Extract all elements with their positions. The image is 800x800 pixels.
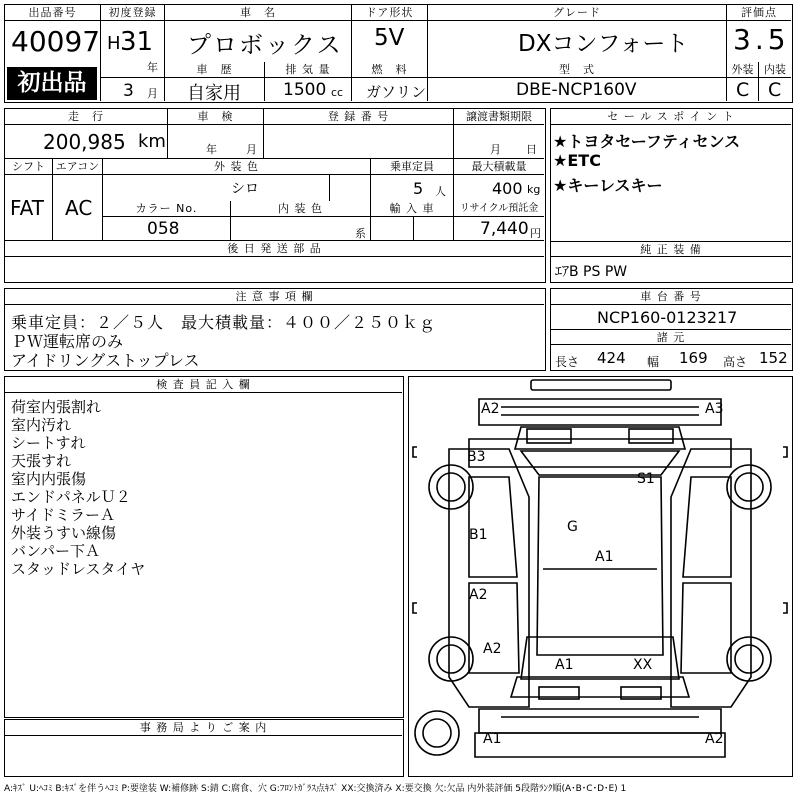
import-cell <box>371 201 454 241</box>
inspector-line-1: 荷室内張割れ <box>11 398 102 416</box>
mark-left-fender: B3 <box>467 449 486 465</box>
selling-point-3: ★キーレスキー <box>553 176 663 195</box>
max-load-cell <box>454 159 544 201</box>
bracket-right-top <box>783 447 787 457</box>
length-label: 長さ <box>555 355 580 369</box>
width-label: 幅 <box>647 355 660 369</box>
legend-footer: A:ｷｽﾞ U:ﾍｺﾐ B:ｷｽﾞを伴うﾍｺﾐ P:要塗装 W:補修跡 S:錆 C:腐食、穴 G:ﾌﾛﾝﾄｶﾞﾗｽ点ｷｽﾞ XX:交換済み X:要交換 欠:欠品 内外装評価 5段階ﾗﾝｸ順(A･B･C･D･E) 1 <box>4 784 627 794</box>
inspector-label: 検 査 員 記 入 欄 <box>5 377 402 393</box>
capacity-unit: 人 <box>435 185 446 198</box>
height-label: 高さ <box>723 355 748 369</box>
tailgate <box>511 677 689 697</box>
displacement-unit: cc <box>331 86 344 99</box>
front-bumper <box>479 399 724 425</box>
history-value: 自家用 <box>187 83 241 104</box>
inspector-line-4: 天張すれ <box>11 452 72 470</box>
equipment-value: ｴｱB PS PW <box>555 264 628 280</box>
right-front-door <box>683 477 731 577</box>
office-label: 事 務 局 よ り ご 案 内 <box>5 720 402 736</box>
color-no-label: カラー No. <box>103 201 230 217</box>
score-cell <box>727 5 791 62</box>
max-load-unit: kg <box>527 183 541 196</box>
later-parts-label: 後 日 発 送 部 品 <box>5 241 544 257</box>
displacement-label: 排 気 量 <box>265 62 351 78</box>
grade-value: DXコンフォート <box>518 31 689 57</box>
lot-label: 出品番号 <box>5 5 100 21</box>
exterior-color-label: 外 装 色 <box>103 159 370 175</box>
right-rear-door <box>681 583 731 673</box>
reg-divider <box>101 77 165 78</box>
month-unit: 月 <box>147 87 158 100</box>
office-box <box>4 719 404 777</box>
notes-line-2: ＰＷ運転席のみ <box>11 332 124 351</box>
bracket-right-bottom <box>783 603 787 613</box>
mark-windshield: G <box>567 519 578 535</box>
wheel-rear-right <box>727 637 771 681</box>
capacity-value: 5 <box>413 179 424 198</box>
equipment-label: 純 正 装 備 <box>551 241 791 257</box>
recycle-value: 7,440 <box>480 219 529 239</box>
car-diagram <box>409 377 791 775</box>
int-grade-label: 内装 <box>759 62 791 78</box>
import-label: 輸 入 車 <box>371 201 453 217</box>
mark-tailgate: A1 <box>555 657 574 673</box>
chassis-box <box>550 288 793 371</box>
mark-front-left-bumper: A2 <box>481 401 500 417</box>
mark-left-rear-door: A2 <box>469 587 488 603</box>
wheel-rear-left-inner <box>437 645 465 673</box>
ac-label: エアコン <box>53 159 102 175</box>
exterior-color-cell <box>103 159 371 201</box>
door-value: 5V <box>374 25 405 51</box>
mark-roof: S1 <box>637 471 655 487</box>
model-cell <box>428 62 727 101</box>
width-value: 169 <box>679 349 708 367</box>
inspector-line-2: 室内汚れ <box>11 416 72 434</box>
ext-grade-cell <box>727 62 759 101</box>
bracket-left-top <box>413 447 417 457</box>
mark-front-right-bumper: A3 <box>705 401 724 417</box>
mileage-value: 200,985 <box>43 130 126 154</box>
bracket-left-bottom <box>413 603 417 613</box>
wheel-rear-right-inner <box>735 645 763 673</box>
exterior-color-sub <box>329 175 330 201</box>
color-no-value: 058 <box>147 219 180 239</box>
hood-panel <box>515 427 685 449</box>
inspector-line-6: エンドパネルＵ２ <box>11 488 131 506</box>
headlight-left <box>527 429 571 443</box>
notes-line-3: アイドリングストップレス <box>11 351 200 370</box>
transfer-cell <box>454 109 544 159</box>
displacement-value: 1500 <box>283 80 327 100</box>
selling-points-box <box>550 108 793 283</box>
mileage-unit: km <box>138 131 166 152</box>
lot-number: 40097 <box>11 25 101 58</box>
spare-wheel-inner <box>423 719 451 747</box>
inspector-line-3: シートすれ <box>11 434 86 452</box>
grade-label: グレード <box>428 5 726 21</box>
rear-window <box>521 637 679 679</box>
mark-rear-bumper-left: A1 <box>483 731 502 747</box>
transfer-month-unit: 月 <box>490 143 501 156</box>
first-listing-badge: 初出品 <box>7 67 97 100</box>
header-box <box>4 4 793 103</box>
model-value: DBE-NCP160V <box>516 80 637 100</box>
inspector-line-7: サイドミラーＡ <box>11 506 115 524</box>
inspection-label: 車 検 <box>168 109 263 125</box>
ext-grade-label: 外装 <box>727 62 758 78</box>
car-diagram-box <box>408 376 793 777</box>
inspector-box <box>4 376 404 718</box>
name-cell <box>165 5 352 62</box>
mark-left-rear-quarter: A2 <box>483 641 502 657</box>
height-value: 152 <box>759 349 788 367</box>
capacity-label: 乗車定員 <box>371 159 453 175</box>
interior-color-suffix: 系 <box>355 227 366 240</box>
wheel-front-left-inner <box>437 473 465 501</box>
inspector-line-8: 外装うすい線傷 <box>11 524 117 542</box>
door-label: ドア形状 <box>352 5 427 21</box>
fuel-cell <box>352 62 428 101</box>
max-load-label: 最大積載量 <box>454 159 544 175</box>
wheel-front-right-inner <box>735 473 763 501</box>
chassis-label: 車 台 番 号 <box>551 289 791 305</box>
ext-grade-value: C <box>736 79 750 101</box>
capacity-cell <box>371 159 454 201</box>
door-cell <box>352 5 428 62</box>
car-name: プロボックス <box>187 31 343 59</box>
fuel-label: 燃 料 <box>352 62 427 78</box>
year-unit: 年 <box>147 61 158 74</box>
fuel-value: ガソリン <box>366 83 427 101</box>
shift-label: シフト <box>5 159 52 175</box>
first-reg-label: 初度登録 <box>101 5 164 21</box>
later-parts-cell <box>5 241 544 281</box>
inspector-line-10: スタッドレスタイヤ <box>11 560 146 578</box>
name-label: 車 名 <box>165 5 351 21</box>
length-value: 424 <box>597 349 626 367</box>
transfer-day-unit: 日 <box>526 143 537 156</box>
shift-cell <box>5 159 53 241</box>
shift-value: FAT <box>10 196 45 220</box>
recycle-label: リサイクル預託金 <box>454 201 544 217</box>
transfer-label: 譲渡書類期限 <box>454 109 544 125</box>
ac-cell <box>53 159 103 241</box>
ac-value: AC <box>65 196 93 220</box>
era: H <box>107 33 121 54</box>
wheel-front-right <box>727 465 771 509</box>
max-load-value: 400 <box>492 179 523 198</box>
spare-wheel <box>415 711 459 755</box>
grade-cell <box>428 5 727 62</box>
headlight-right <box>629 429 673 443</box>
dims-label: 諸 元 <box>551 329 791 345</box>
selling-points-label: セ ー ル ス ポ イ ン ト <box>551 109 791 125</box>
displacement-cell <box>265 62 352 101</box>
inspection-cell <box>168 109 264 159</box>
notes-box <box>4 288 546 371</box>
import-divider <box>413 217 414 241</box>
mileage-label: 走 行 <box>5 109 167 125</box>
mark-rear-bumper-right: A2 <box>705 731 724 747</box>
roof <box>537 477 663 655</box>
inspector-line-9: バンパー下Ａ <box>11 542 100 560</box>
mark-left-front-door: B1 <box>469 527 488 543</box>
score-label: 評価点 <box>727 5 791 21</box>
mileage-cell <box>5 109 168 159</box>
mark-roof-rear: A1 <box>595 549 614 565</box>
year-num: 31 <box>120 27 154 57</box>
chassis-value: NCP160-0123217 <box>597 308 738 327</box>
hood-upper <box>469 439 731 467</box>
first-reg-cell <box>101 5 165 101</box>
int-grade-cell <box>759 62 791 101</box>
color-no-cell <box>103 201 231 241</box>
model-label: 型 式 <box>428 62 726 78</box>
notes-line-1: 乗車定員：２／５人 最大積載量：４００／２５０ｋｇ <box>11 313 437 332</box>
notes-label: 注 意 事 項 欄 <box>5 289 544 305</box>
int-grade-value: C <box>768 79 782 101</box>
recycle-cell <box>454 201 544 241</box>
insp-month-unit: 月 <box>246 143 257 156</box>
insp-year-unit: 年 <box>206 143 217 156</box>
inspector-line-5: 室内内張傷 <box>11 470 87 488</box>
plate-label: 登 録 番 号 <box>264 109 453 125</box>
vehicle-details-box <box>4 108 546 283</box>
wheel-rear-left <box>429 637 473 681</box>
interior-color-cell <box>231 201 371 241</box>
front-bumper-strip <box>531 380 671 390</box>
month-num: 3 <box>123 81 134 101</box>
recycle-unit: 円 <box>530 227 541 240</box>
history-label: 車 歴 <box>165 62 264 78</box>
windshield <box>521 451 679 475</box>
selling-point-1: ★トヨタセーフティセンス <box>553 132 741 151</box>
history-cell <box>165 62 265 104</box>
interior-color-label: 内 装 色 <box>231 201 370 217</box>
mark-rear-window: XX <box>633 657 653 673</box>
selling-point-2: ★ETC <box>553 151 601 170</box>
exterior-color-value: シロ <box>231 181 259 197</box>
rear-panel <box>475 733 725 757</box>
score-value: 3.5 <box>733 23 790 56</box>
plate-cell <box>264 109 454 159</box>
lot-cell <box>5 5 101 101</box>
wheel-front-left <box>429 465 473 509</box>
rear-bumper <box>479 709 721 733</box>
